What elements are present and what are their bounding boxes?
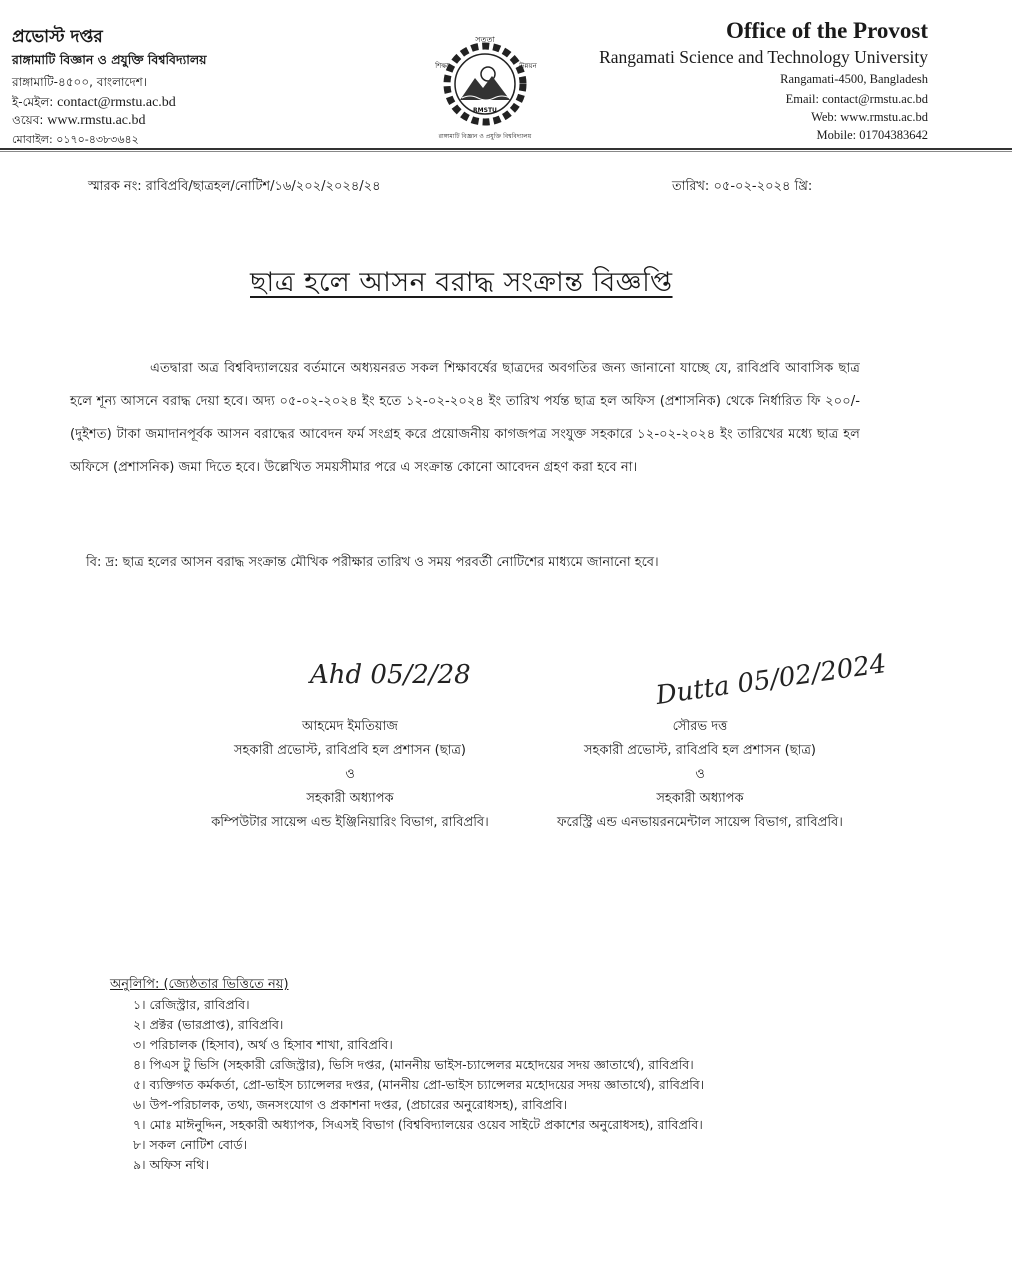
memo-reference: স্মারক নং: রাবিপ্রবি/ছাত্রহল/নোটিশ/১৬/২০২/২০২৪/২৪ xyxy=(88,179,381,194)
copies-item: ২। প্রক্টর (ভারপ্রাপ্ত), রাবিপ্রবি। xyxy=(133,1017,284,1032)
email-bn xyxy=(12,94,176,114)
copies-item: ১। রেজিস্ট্রার, রাবিপ্রবি। xyxy=(133,997,250,1012)
email-label: ই-মেইল: xyxy=(12,95,54,109)
signatory-name: সৌরভ দত্ত xyxy=(672,719,728,734)
seal-abbr: RMSTU xyxy=(473,107,497,114)
copies-item: ৫। ব্যক্তিগত কর্মকর্তা, প্রো-ভাইস চ্যান্সেলর দপ্তর, (মাননীয় প্রো-ভাইস চ্যান্সেলর মহোদয়ের সদয় জ্ঞাতার্থে), রাবিপ্রবি। xyxy=(133,1077,705,1092)
signature-2: Dutta 05/02/2024 xyxy=(654,648,889,712)
mobile-bn: মোবাইল: ০১৭০-৪৩৮৩৬৪২ xyxy=(12,133,139,146)
university-seal-icon xyxy=(420,26,550,144)
office-name-bn: প্রভোস্ট দপ্তর xyxy=(12,27,103,47)
copies-item: ৬। উপ-পরিচালক, তথ্য, জনসংযোগ ও প্রকাশনা দপ্তর, (প্রচারের অনুরোধসহ), রাবিপ্রবি। xyxy=(133,1097,568,1112)
copies-item: ৪। পিএস টু ভিসি (সহকারী রেজিস্ট্রার), ভিসি দপ্তর, (মাননীয় ভাইস-চ্যান্সেলর মহোদয়ের সদয় জ্ঞাতার্থে), রাবিপ্রবি। xyxy=(133,1057,694,1072)
signatory-conjunction: ও xyxy=(695,767,705,782)
signatory-department: ফরেস্ট্রি এন্ড এনভায়রনমেন্টাল সায়েন্স বিভাগ, রাবিপ্রবি। xyxy=(557,815,843,830)
signatory-block-2 xyxy=(520,715,880,835)
header-divider xyxy=(0,148,1012,152)
signatory-title: সহকারী প্রভোস্ট, রাবিপ্রবি হল প্রশাসন (ছাত্র) xyxy=(583,743,817,758)
notice-note: বি: দ্র: ছাত্র হলের আসন বরাদ্ধ সংক্রান্ত মৌখিক পরীক্ষার তারিখ ও সময় পরবর্তী নোটিশের মাধ্যমে জানানো হবে। xyxy=(86,555,659,570)
address-en: Rangamati-4500, Bangladesh xyxy=(780,72,928,86)
web-bn xyxy=(12,112,146,132)
mobile-en: Mobile: 01704383642 xyxy=(816,128,928,142)
copies-item: ৩। পরিচালক (হিসাব), অর্থ ও হিসাব শাখা, রাবিপ্রবি। xyxy=(133,1037,393,1052)
notice-subject: ছাত্র হলে আসন বরাদ্ধ সংক্রান্ত বিজ্ঞপ্তি xyxy=(250,267,673,298)
copies-item: ৭। মোঃ মাঈনুদ্দিন, সহকারী অধ্যাপক, সিএসই বিভাগ (বিশ্ববিদ্যালয়ের ওয়েব সাইটে প্রকাশের অনুরোধসহ), রাবিপ্রবি। xyxy=(133,1117,703,1132)
memo-date: তারিখ: ০৫-০২-২০২৪ খ্রি: xyxy=(672,179,813,194)
copies-heading: অনুলিপি: (জ্যেষ্ঠতার ভিত্তিতে নয়) xyxy=(110,977,289,992)
signatory-position: সহকারী অধ্যাপক xyxy=(656,791,744,806)
web-link[interactable]: www.rmstu.ac.bd xyxy=(47,113,146,128)
copies-item: ৯। অফিস নথি। xyxy=(133,1157,209,1172)
signatory-position: সহকারী অধ্যাপক xyxy=(306,791,394,806)
seal-left-text: শিক্ষা xyxy=(435,62,449,70)
copies-list xyxy=(133,995,704,1175)
seal-right-text: উন্নয়ন xyxy=(519,62,537,70)
university-name-en: Rangamati Science and Technology University xyxy=(599,47,928,67)
notice-body: এতদ্বারা অত্র বিশ্ববিদ্যালয়ের বর্তমানে অধ্যয়নরত সকল শিক্ষাবর্ষের ছাত্রদের অবগতির জন্য জানানো যাচ্ছে যে, রাবিপ্রবি আবাসিক ছাত্র হলে শূন্য আসনে বরাদ্ধ দেয়া হবে। অদ্য ০৫-০২-২০২৪ ইং হতে ১২-০২-২০২৪ ইং তারিখ পর্যন্ত ছাত্র হল অফিস (প্রশাসনিক) থেকে নির্ধারিত ফি ২০০/- (দুইশত) টাকা জমাদানপূর্বক আসন বরাদ্ধের আবেদন ফর্ম সংগ্রহ করে প্রয়োজনীয় কাগজপত্র সংযুক্ত সহকারে ১২-০২-২০২৪ ইং তারিখের মধ্যে ছাত্র হল অফিসে (প্রশাসনিক) জমা দিতে হবে। উল্লেখিত সময়সীমার পরে এ সংক্রান্ত কোনো আবেদন গ্রহণ করা হবে না। xyxy=(70,361,860,475)
seal-top-text: সততা xyxy=(475,35,495,44)
university-name-bn: রাঙ্গামাটি বিজ্ঞান ও প্রযুক্তি বিশ্ববিদ্যালয় xyxy=(12,52,207,67)
address-bn: রাঙ্গামাটি-৪৫০০, বাংলাদেশ। xyxy=(12,75,148,89)
email-en: Email: contact@rmstu.ac.bd xyxy=(785,92,928,106)
copies-item: ৮। সকল নোটিশ বোর্ড। xyxy=(133,1137,248,1152)
seal-caption: রাঙ্গামাটি বিজ্ঞান ও প্রযুক্তি বিশ্ববিদ্যালয় xyxy=(438,133,532,140)
email-link[interactable]: contact@rmstu.ac.bd xyxy=(57,95,176,110)
signatory-block-1 xyxy=(180,715,520,835)
signatory-department: কম্পিউটার সায়েন্স এন্ড ইঞ্জিনিয়ারিং বিভাগ, রাবিপ্রবি। xyxy=(211,815,489,830)
signatory-conjunction: ও xyxy=(345,767,355,782)
web-en: Web: www.rmstu.ac.bd xyxy=(811,110,928,124)
web-label: ওয়েব: xyxy=(12,113,44,127)
office-name-en: Office of the Provost xyxy=(725,18,928,43)
signature-1: Ahd 05/2/28 xyxy=(310,660,471,690)
signatory-title: সহকারী প্রভোস্ট, রাবিপ্রবি হল প্রশাসন (ছাত্র) xyxy=(233,743,467,758)
signatory-name: আহমেদ ইমতিয়াজ xyxy=(302,719,398,734)
